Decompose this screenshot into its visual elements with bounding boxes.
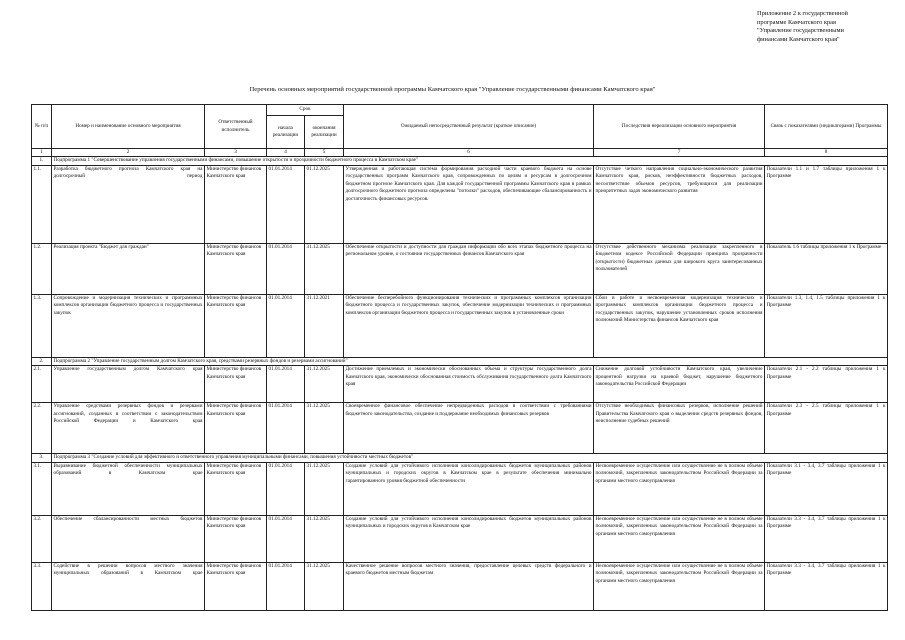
header-end: окончания реализации	[305, 116, 344, 149]
column-number: 7	[594, 149, 765, 157]
column-number: 8	[765, 149, 888, 157]
measures-table	[31, 104, 888, 611]
row-name: Сопровождение и модернизация технических и программных комплексов организации бюджетного процесса и государственных закупок	[52, 294, 205, 357]
row-start: 01.01.2014	[267, 294, 305, 357]
row-executor: Министерство финансов Камчатского края	[205, 366, 267, 403]
row-executor: Министерство финансов Камчатского края	[205, 294, 267, 357]
subprogram-num: 1.	[32, 157, 52, 166]
appendix-line: "Управление государственными	[757, 27, 844, 35]
appendix-line: финансами Камчатского края"	[757, 35, 840, 43]
row-name: Выравнивание бюджетной обеспеченности муниципальных образований в Камчатском крае	[52, 462, 205, 515]
row-end: 31.12.2025	[305, 243, 344, 294]
row-link: Показатели 1.3, 1.4, 1.5 таблицы приложения 1 к Программе	[765, 294, 888, 357]
row-link: Показатели 2.1 - 2.2 таблицы приложения 1 к Программе	[765, 366, 888, 403]
row-num: 1.3.	[32, 294, 52, 357]
table-row	[32, 403, 888, 454]
column-number: 4	[267, 149, 305, 157]
row-start: 01.01.2014	[267, 243, 305, 294]
subprogram-num: 3.	[32, 454, 52, 463]
row-consequences: Несвоевременное осуществление или осуществление не в полном объеме полномочий, закрепленных законодательством Российской Федерации за органами местного самоуправления	[594, 562, 765, 610]
row-name: Разработка бюджетного прогноза Камчатского края на долгосрочный период	[52, 165, 205, 243]
header-name: Номер и наименование основного мероприятия	[52, 105, 205, 149]
subprogram-row	[32, 454, 888, 463]
row-num: 3.1.	[32, 462, 52, 515]
table-row	[32, 243, 888, 294]
row-link: Показатели 2.3 - 2.5 таблицы приложения 1 к Программе	[765, 403, 888, 454]
header-term: Срок	[267, 105, 344, 116]
row-consequences: Сбои в работе и несвоевременная модернизация технических и программных комплексов организации бюджетного процесса и государственных закупок, нарушение установленных сроков исполнения полномочий Министерства финансов Камчатского края	[594, 294, 765, 357]
row-result: Обеспечение открытости и доступности для граждан информации обо всех этапах бюджетного процесса на региональном уровне, о состоянии государственных финансов Камчатского края	[344, 243, 594, 294]
row-name: Обеспечение сбалансированности местных бюджетов	[52, 515, 205, 562]
row-consequences: Отсутствие действенного механизма реализации закрепленного в Бюджетном кодексе Российской Федерации принципа прозрачности (открытости) бюджетных данных для широкого круга заинтересованных пользователей	[594, 243, 765, 294]
table-row	[32, 562, 888, 610]
subprogram-row	[32, 157, 888, 166]
row-consequences: Несвоевременное осуществление или осуществление не в полном объеме полномочий, закрепленных законодательством Российской Федерации за органами местного самоуправления	[594, 515, 765, 562]
row-executor: Министерство финансов Камчатского края	[205, 462, 267, 515]
row-num: 2.2.	[32, 403, 52, 454]
subprogram-num: 2.	[32, 357, 52, 366]
table-row	[32, 462, 888, 515]
header-consequences: Последствия нереализации основного мероприятия	[594, 105, 765, 149]
row-link: Показатели 3.3 - 3.4, 3.7 таблицы приложения 1 к Программе	[765, 515, 888, 562]
row-result: Создание условий для устойчивого исполнения консолидированных бюджетов муниципальных районов муниципальных и городских округов в Камчатском крае	[344, 515, 594, 562]
row-start: 01.01.2014	[267, 562, 305, 610]
column-number: 3	[205, 149, 267, 157]
column-number: 1	[32, 149, 52, 157]
row-start: 01.01.2014	[267, 366, 305, 403]
document-title: Перечень основных мероприятий государственной программы Камчатского края "Управление государственными финансами Камчатского края"	[249, 86, 656, 93]
table-row	[32, 515, 888, 562]
row-executor: Министерство финансов Камчатского края	[205, 243, 267, 294]
row-name: Реализация проекта "Бюджет для граждан"	[52, 243, 205, 294]
row-consequences: Несвоевременное осуществление или осуществление не в полном объеме полномочий, закрепленных законодательством Российской Федерации за органами местного самоуправления	[594, 462, 765, 515]
row-num: 2.1.	[32, 366, 52, 403]
subprogram-title: Подпрограмма 3 "Создание условий для эффективного и ответственного управления муниципальными финансами, повышения устойчивости местных бюджетов"	[52, 454, 888, 463]
row-end: 31.12.2025	[305, 403, 344, 454]
row-start: 01.01.2014	[267, 165, 305, 243]
row-link: Показатель 1.6 таблицы приложения 1 к Программе	[765, 243, 888, 294]
row-name: Управление государственным долгом Камчатского края	[52, 366, 205, 403]
row-num: 1.2.	[32, 243, 52, 294]
row-start: 01.01.2014	[267, 515, 305, 562]
appendix-note	[757, 10, 897, 44]
row-consequences: Отсутствие четкого направления социально-экономического развития Камчатского края, рисков, неэффективности бюджетных расходов, несоответствие объемов ресурсов, требующихся для реализации приоритетных задач экономического развития	[594, 165, 765, 243]
row-end: 31.12.2025	[305, 366, 344, 403]
subprogram-title: Подпрограмма 1 "Совершенствование управления государственными финансами, повышение открытости и прозрачности бюджетного процесса в Камчатском крае"	[52, 157, 888, 166]
header-executor: Ответственный исполнитель	[205, 105, 267, 149]
table-row	[32, 294, 888, 357]
table-row	[32, 165, 888, 243]
appendix-line: программе Камчатского края	[757, 18, 836, 26]
row-result: Создание условий для устойчивого исполнения консолидированных бюджетов муниципальных районов муниципальных и городских округов в Камчатском крае в результате обеспечения минимально гарантированного уровня бюджетной обеспеченности	[344, 462, 594, 515]
header-num: № п/п	[32, 105, 52, 149]
row-consequences: Снижение долговой устойчивости Камчатского края, увеличение процентной нагрузки на краевой бюджет, нарушение бюджетного законодательства Российской Федерации	[594, 366, 765, 403]
row-consequences: Отсутствие необходимых финансовых резервов, исполнение решений Правительства Камчатского края о выделении средств резервных фондов, неисполнение судебных решений	[594, 403, 765, 454]
subprogram-title: Подпрограмма 2 "Управление государственным долгом Камчатского края, средствами резервных фондов и резервами ассигнований"	[52, 357, 888, 366]
header-link: Связь с показателями (индикаторами) Программы	[765, 105, 888, 149]
row-name: Управление средствами резервных фондов и резервами ассигнований, созданных в соответствии с законодательством Российской Федерации и Камчатского края	[52, 403, 205, 454]
row-executor: Министерство финансов Камчатского края	[205, 515, 267, 562]
row-start: 01.01.2014	[267, 462, 305, 515]
table-row	[32, 366, 888, 403]
row-name: Содействие в решении вопросов местного значения муниципальных образований в Камчатском крае	[52, 562, 205, 610]
row-link: Показатели 3.1 - 3.4, 3.7 таблицы приложения 1 к Программе	[765, 462, 888, 515]
row-result: Утвержденная и работающая система формирования расходной части краевого бюджета на основе государственных программ Камчатского края, сопровожденных по целям и ресурсам в долгосрочном бюджетном прогнозе Камчатского края. Для каждой государственной программы Камчатского края в рамках долгосрочного бюджетного прогноза определены "потолки" расходов, обеспечивающие сбалансированность и достаточность финансовых ресурсов.	[344, 165, 594, 243]
row-link: Показатели 1.1 и 1.7 таблицы приложения 1 к Программе	[765, 165, 888, 243]
row-end: 31.12.2025	[305, 562, 344, 610]
row-num: 3.2.	[32, 515, 52, 562]
header-result: Ожидаемый непосредственный результат (краткое описание)	[344, 105, 594, 149]
row-executor: Министерство финансов Камчатского края	[205, 562, 267, 610]
row-result: Достижение приемлемых и экономически обоснованных объема и структуры государственного долга Камчатского края, экономически обоснованная стоимость обслуживания государственного долга Камчатского края	[344, 366, 594, 403]
row-num: 1.1.	[32, 165, 52, 243]
column-number: 2	[52, 149, 205, 157]
row-link: Показатели 3.3 - 3.4, 3.7 таблицы приложения 1 к Программе	[765, 562, 888, 610]
row-result: Качественное решение вопросов местного значения, предоставление целевых средств федерального и краевого бюджетов местным бюджетам	[344, 562, 594, 610]
row-result: Своевременное финансовое обеспечение непредвиденных расходов в соответствии с требованиями бюджетного законодательства, создание и поддержание необходимых финансовых резервов	[344, 403, 594, 454]
row-num: 3.3.	[32, 562, 52, 610]
row-executor: Министерство финансов Камчатского края	[205, 165, 267, 243]
row-end: 31.12.2021	[305, 294, 344, 357]
column-number: 6	[344, 149, 594, 157]
row-executor: Министерство финансов Камчатского края	[205, 403, 267, 454]
row-result: Обеспечение бесперебойного функционирования технических и программных комплексов организации бюджетного процесса и государственных закупок, обеспечение модернизации технических и программных комплексов организации бюджетного процесса и государственных закупок в установленные сроки	[344, 294, 594, 357]
appendix-line: Приложение 2 к государственной	[757, 10, 848, 17]
row-end: 01.12.2025	[305, 165, 344, 243]
column-number: 5	[305, 149, 344, 157]
row-end: 31.12.2025	[305, 462, 344, 515]
row-end: 31.12.2025	[305, 515, 344, 562]
subprogram-row	[32, 357, 888, 366]
header-start: начала реализации	[267, 116, 305, 149]
row-start: 01.01.2014	[267, 403, 305, 454]
